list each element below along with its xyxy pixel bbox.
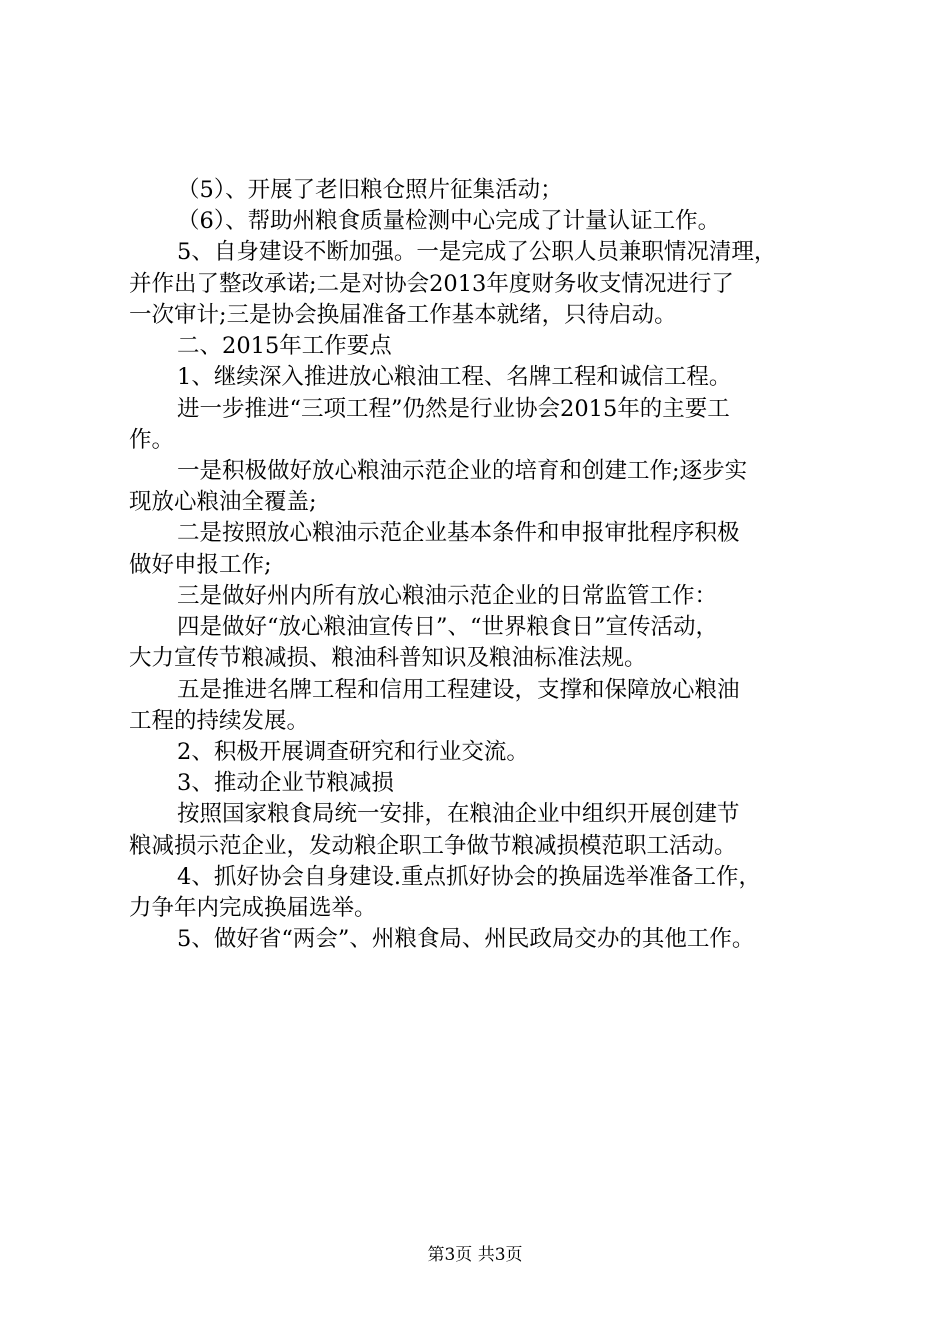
paragraph-line: 进一步推进“三项工程”仍然是行业协会2015年的主要工 bbox=[177, 396, 730, 422]
paragraph-line: 按照国家粮食局统一安排，在粮油企业中组织开展创建节 bbox=[177, 801, 740, 827]
paragraph-line: 5、自身建设不断加强。一是完成了公职人员兼职情况清理， bbox=[177, 239, 777, 265]
paragraph-line: （6）、帮助州粮食质量检测中心完成了计量认证工作。 bbox=[177, 208, 721, 234]
paragraph-line: 1、继续深入推进放心粮油工程、名牌工程和诚信工程。 bbox=[177, 364, 732, 390]
paragraph-line: 四是做好“放心粮油宣传日”、“世界粮食日”宣传活动， bbox=[177, 614, 719, 640]
paragraph-line: 一是积极做好放心粮油示范企业的培育和创建工作;逐步实 bbox=[177, 458, 748, 484]
paragraph-line: （5）、开展了老旧粮仓照片征集活动； bbox=[177, 177, 563, 203]
paragraph-line: 粮减损示范企业，发动粮企职工争做节粮减损模范职工活动。 bbox=[129, 833, 737, 859]
paragraph-line: 大力宣传节粮减损、粮油科普知识及粮油标准法规。 bbox=[129, 645, 647, 671]
paragraph-line: 4、抓好协会自身建设.重点抓好协会的换届选举准备工作， bbox=[177, 864, 761, 890]
paragraph-line: 三是做好州内所有放心粮油示范企业的日常监管工作： bbox=[177, 583, 718, 609]
paragraph-line: 工程的持续发展。 bbox=[129, 708, 310, 734]
paragraph-line: 一次审计;三是协会换届准备工作基本就绪，只待启动。 bbox=[129, 302, 677, 328]
paragraph-line: 二是按照放心粮油示范企业基本条件和申报审批程序积极 bbox=[177, 520, 740, 546]
paragraph-line: 五是推进名牌工程和信用工程建设，支撑和保障放心粮油 bbox=[177, 677, 740, 703]
paragraph-line: 3、推动企业节粮减损 bbox=[177, 770, 394, 796]
paragraph-line: 2、积极开展调查研究和行业交流。 bbox=[177, 739, 529, 765]
paragraph-line: 现放心粮油全覆盖; bbox=[129, 489, 317, 515]
paragraph-line: 做好申报工作; bbox=[129, 552, 272, 578]
paragraph-line: 力争年内完成换届选举。 bbox=[129, 895, 377, 921]
page-number-footer: 第3页 共3页 bbox=[427, 1245, 523, 1265]
section-heading: 二、2015年工作要点 bbox=[177, 333, 392, 359]
paragraph-line: 5、做好省“两会”、州粮食局、州民政局交办的其他工作。 bbox=[177, 926, 755, 952]
paragraph-line: 并作出了整改承诺;二是对协会2013年度财务收支情况进行了 bbox=[129, 271, 734, 297]
paragraph-line: 作。 bbox=[129, 427, 175, 453]
